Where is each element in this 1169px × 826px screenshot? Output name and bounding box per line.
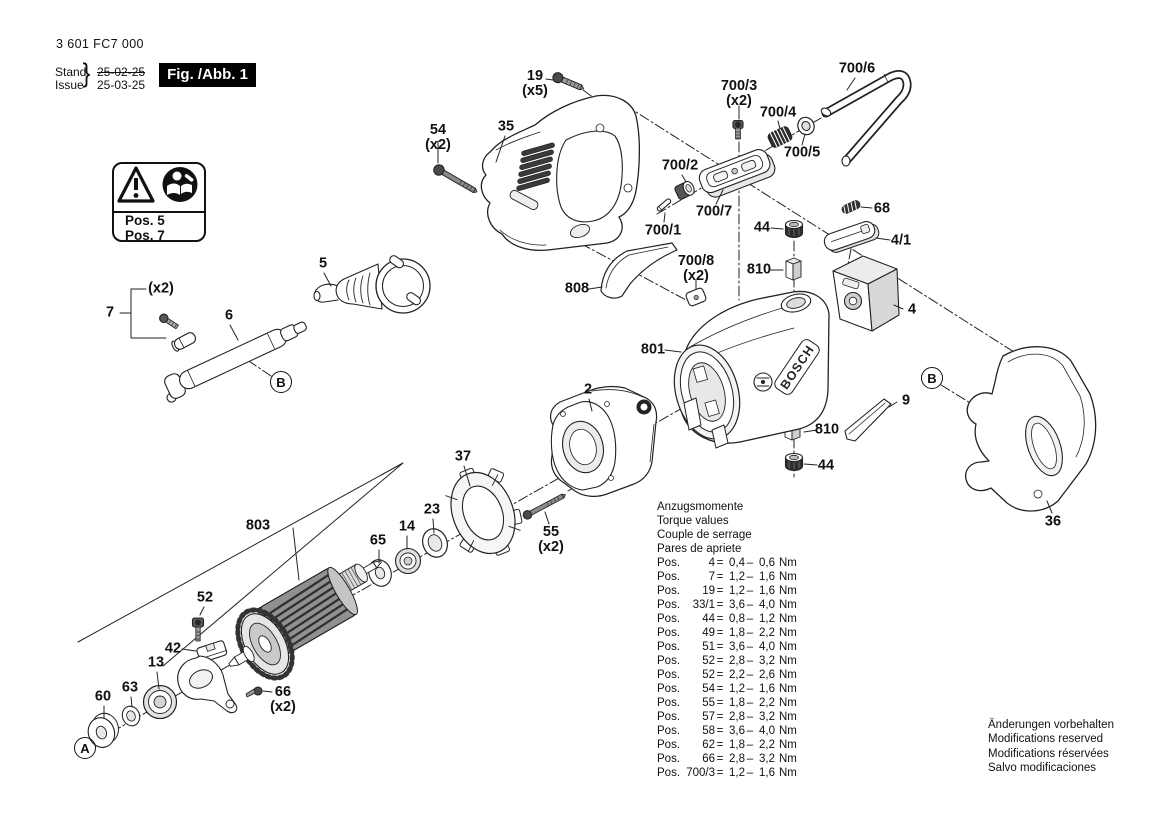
warning-positions: [114, 213, 204, 243]
stand-label: Stand: [55, 65, 87, 79]
modifications-note-line: Modifications reserved: [988, 733, 1104, 746]
torque-row: Pos. 62 = 1,8 – 2,2 Nm: [657, 739, 797, 751]
part-label-66: 66 (x2): [270, 684, 296, 715]
part-label-810b: 810: [814, 421, 840, 438]
part-label-60: 60: [94, 688, 112, 705]
issue-label: Issue: [55, 78, 84, 92]
torque-row: Pos. 49 = 1,8 – 2,2 Nm: [657, 627, 797, 639]
torque-row: Pos. 54 = 1,2 – 1,6 Nm: [657, 683, 797, 695]
part-label-42: 42: [164, 640, 182, 657]
part-label-68: 68: [873, 200, 891, 217]
cord-clamp-drawing: [158, 312, 197, 352]
part-label-44b: 44: [817, 457, 835, 474]
power-plug-drawing: [314, 254, 430, 313]
modifications-note: [988, 718, 1114, 776]
part-label-63: 63: [121, 679, 139, 696]
torque-rows: [657, 556, 797, 780]
torque-titles: [657, 500, 797, 556]
part-label-4: 4: [907, 301, 917, 318]
screw-19-drawing: [551, 71, 585, 93]
cap-700-2-drawing: [674, 180, 696, 201]
screw-52-drawing: [193, 618, 204, 641]
part-label-700/7: 700/7: [695, 203, 733, 220]
part-label-13: 13: [147, 654, 165, 671]
torque-title-line: Couple de serrage: [657, 529, 752, 541]
torque-row: Pos. 44 = 0,8 – 1,2 Nm: [657, 613, 797, 625]
document-part-number: 3 601 FC7 000: [56, 37, 144, 51]
armature-803-drawing: [225, 553, 386, 688]
part-label-37: 37: [454, 448, 472, 465]
pad-700-8-drawing: [685, 287, 707, 307]
part-label-65: 65: [369, 532, 387, 549]
screw-66-drawing: [246, 687, 262, 697]
warning-icons: [114, 164, 204, 213]
part-label-14: 14: [398, 518, 416, 535]
part-label-700/6: 700/6: [838, 60, 876, 77]
part-label-9: 9: [901, 392, 911, 409]
part-label-700/1: 700/1: [644, 222, 682, 239]
cover-9-drawing: [845, 399, 891, 441]
section-marker-B: B: [921, 367, 943, 389]
torque-row: Pos. 7 = 1,2 – 1,6 Nm: [657, 571, 797, 583]
torque-row: Pos. 33/1 = 3,6 – 4,0 Nm: [657, 599, 797, 611]
part-label-803: 803: [245, 517, 271, 534]
torque-row: Pos. 55 = 1,8 – 2,2 Nm: [657, 697, 797, 709]
warning-triangle-icon: [119, 168, 153, 201]
ring-700-5-drawing: [795, 115, 817, 138]
bearing-14-drawing: [396, 549, 421, 574]
torque-row: Pos. 51 = 3,6 – 4,0 Nm: [657, 641, 797, 653]
ring-63-drawing: [120, 704, 143, 729]
part-label-700/3: 700/3 (x2): [720, 78, 758, 109]
aux-handle-bow-700-6-drawing: [820, 74, 907, 166]
torque-row: Pos. 58 = 3,6 – 4,0 Nm: [657, 725, 797, 737]
torque-table: [657, 500, 797, 780]
part-label-52: 52: [196, 589, 214, 606]
issue-date: 25-03-25: [97, 78, 146, 92]
read-manual-icon: [163, 167, 198, 202]
part-label-810: 810: [746, 261, 772, 278]
modifications-note-line: Änderungen vorbehalten: [988, 719, 1114, 731]
part-label-700/4: 700/4: [759, 104, 797, 121]
stator-2-drawing: [551, 387, 657, 497]
section-marker-B: B: [270, 371, 292, 393]
bosch-logo-text: BOSCH: [777, 342, 818, 392]
bracket-42-drawing: [178, 640, 237, 713]
torque-row: Pos. 52 = 2,8 – 3,2 Nm: [657, 655, 797, 667]
spring-68-drawing: [841, 199, 862, 215]
torque-row: Pos. 66 = 2,8 – 3,2 Nm: [657, 753, 797, 765]
part-label-4/1: 4/1: [890, 232, 912, 249]
part-label-19: 19 (x5): [522, 68, 548, 99]
stand-issue-brace: }: [82, 58, 91, 88]
part-label-23: 23: [423, 501, 441, 518]
brush-cap-44-top-drawing: [786, 221, 803, 238]
torque-row: Pos. 19 = 1,2 – 1,6 Nm: [657, 585, 797, 597]
part-label-36: 36: [1044, 513, 1062, 530]
screw-54-drawing: [432, 163, 480, 197]
screw-700-3-drawing: [733, 121, 743, 140]
cover-808-drawing: [601, 243, 677, 298]
part-label-700/2: 700/2: [661, 157, 699, 174]
torque-title-line: Pares de apriete: [657, 543, 742, 555]
motor-housing-center-801-drawing: [664, 291, 829, 448]
warning-reference-box: [112, 162, 206, 242]
part-label-2: 2: [583, 381, 593, 398]
modifications-note-line: Salvo modificaciones: [988, 762, 1097, 775]
baffle-plate-37-drawing: [434, 457, 532, 567]
torque-row: Pos. 57 = 2,8 – 3,2 Nm: [657, 711, 797, 723]
part-label-700/5: 700/5: [783, 144, 821, 161]
screw-55-drawing: [522, 491, 568, 521]
stand-date: 25-02-25: [97, 65, 146, 79]
part-label-35: 35: [497, 118, 515, 135]
ring-23-drawing: [418, 525, 451, 561]
warning-pos-line: Pos. 7: [125, 228, 165, 243]
part-label-6: 6: [224, 307, 234, 324]
torque-title-line: Anzugsmomente: [657, 501, 744, 513]
brush-cap-44-bottom-drawing: [786, 454, 803, 471]
part-label-700/8: 700/8 (x2): [677, 253, 715, 284]
part-label-7: 7: [105, 304, 115, 321]
handle-shell-36-drawing: [966, 347, 1096, 511]
section-marker-A: A: [74, 737, 96, 759]
part-label-44: 44: [753, 219, 771, 236]
torque-title-line: Torque values: [657, 515, 729, 527]
figure-label: Fig. /Abb. 1: [159, 63, 256, 87]
bearing-13-drawing: [144, 686, 177, 719]
part-label-801: 801: [640, 341, 666, 358]
torque-row: Pos. 4 = 0,4 – 0,6 Nm: [657, 557, 797, 569]
part-label-7x2: (x2): [148, 280, 174, 297]
part-label-808: 808: [564, 280, 590, 297]
switch-4-drawing: [833, 256, 899, 331]
modifications-note-line: Modifications réservées: [988, 747, 1109, 760]
mount-plate-700-7-drawing: [697, 146, 778, 201]
warning-pos-line: Pos. 5: [125, 213, 165, 228]
torque-row: Pos. 52 = 2,2 – 2,6 Nm: [657, 669, 797, 681]
torque-row: Pos. 700/3 = 1,2 – 1,6 Nm: [657, 767, 797, 779]
part-label-54: 54 (x2): [425, 122, 451, 153]
carbon-brush-810-top-drawing: [786, 258, 801, 280]
button-4-1-drawing: [822, 218, 881, 255]
part-label-55: 55 (x2): [538, 524, 564, 555]
part-label-5: 5: [318, 255, 328, 272]
